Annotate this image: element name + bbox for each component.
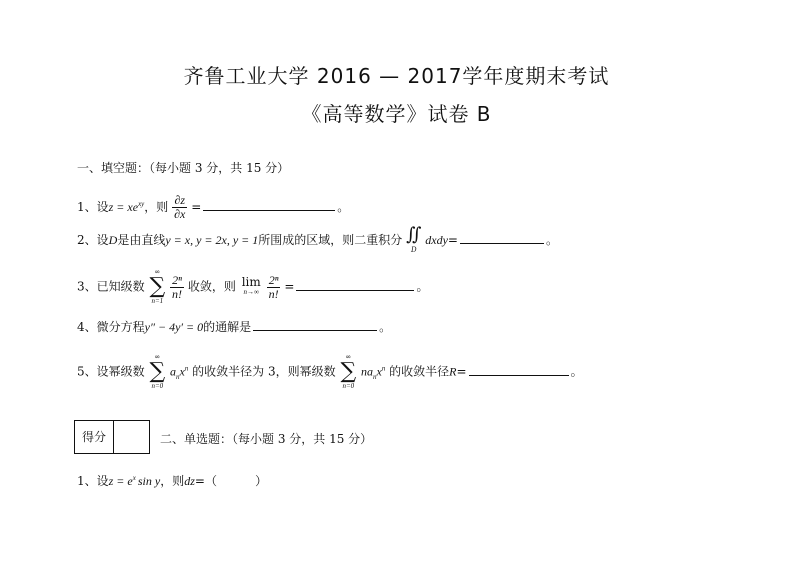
question-1-1: 1、设$z = xe^{xy}$，则 $\frac{\partial z}{\partial x}$ = 。 [77, 193, 350, 221]
question-1-2: 2、设D是由直线y = x, y = 2x, y = 1所围成的区域，则二重积分 ∬ D dxdy= 。 [77, 224, 558, 254]
exam-title: 齐鲁工业大学 2016 — 2017学年度期末考试 [183, 64, 610, 88]
choice-parentheses[interactable]: （ ） [204, 474, 268, 488]
sum-symbol: ∞ ∑ n=0 [340, 353, 357, 390]
section2-heading: 二、单选题：（每小题 3 分，共 15 分） [160, 432, 373, 446]
section1-heading: 一、填空题：（每小题 3 分，共 15 分） [77, 161, 290, 175]
score-box [74, 420, 150, 454]
limit-symbol: lim n→∞ [241, 275, 261, 296]
answer-blank[interactable] [253, 318, 377, 331]
answer-blank[interactable] [203, 198, 335, 211]
answer-blank[interactable] [460, 231, 544, 244]
question-1-4: 4、微分方程y″ − 4y′ = 0的通解是 。 [77, 320, 392, 334]
sum-symbol: ∞ ∑ n=1 [149, 268, 166, 305]
question-1-5: 5、设幂级数 ∞ ∑ n=0 $a_nx^n$ 的收敛半径为 3，则幂级数 ∞ ∑ n=0 $na_nx^n$ 的收敛半径R= 。 [77, 353, 583, 390]
sum-symbol: ∞ ∑ n=0 [149, 353, 166, 390]
score-field[interactable] [114, 421, 150, 453]
answer-blank[interactable] [296, 278, 414, 291]
answer-blank[interactable] [469, 363, 569, 376]
partial-fraction: $\frac{\partial z}{\partial x}$ [174, 193, 186, 221]
score-label: 得分 [75, 421, 114, 453]
question-1-3: 3、已知级数 ∞ ∑ n=1 $\frac{\text{2ⁿ}}{n!}$ 收敛，则 lim n→∞ $\frac{\text{2ⁿ}}{n!}$ = 。 [77, 268, 429, 305]
exam-subtitle: 《高等数学》试卷 B [301, 102, 492, 126]
question-2-1: 1、设$z = e^x$ sin y，则dz=（ ） [77, 474, 268, 488]
double-integral-symbol: ∬ D [406, 224, 422, 254]
